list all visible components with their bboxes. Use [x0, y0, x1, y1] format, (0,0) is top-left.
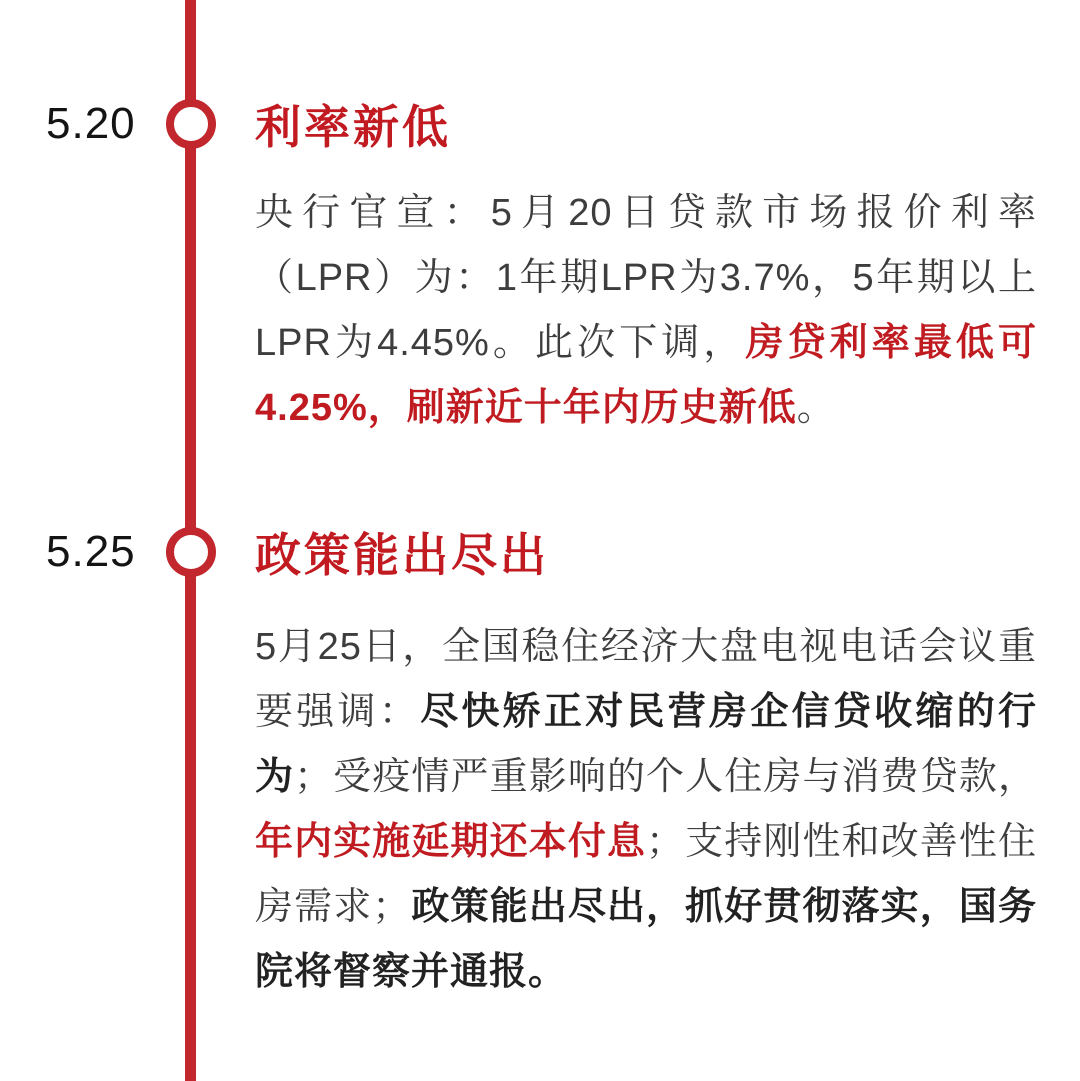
timeline-node-circle-icon	[166, 527, 216, 577]
timeline-event-525	[0, 525, 1080, 993]
event-body	[255, 181, 1037, 441]
event-date: 5.25	[46, 527, 136, 576]
timeline-event-520	[0, 97, 1080, 429]
body-text-segment: ；受疫情严重影响的个人住房与消费贷款，	[294, 756, 1037, 798]
body-text-segment: 。	[796, 387, 836, 429]
body-bold-segment: 尽快矫正对民营房企信贷收缩的行为	[255, 691, 1037, 798]
timeline-node-circle-icon	[166, 99, 216, 149]
event-header	[0, 525, 1080, 579]
body-text-segment: ；支持刚性和改善性住房需求；	[255, 821, 1037, 928]
event-title: 政策能出尽出	[255, 529, 549, 581]
body-text-segment: 5月25日，全国稳住经济大盘电视电话会议重要强调：	[255, 626, 1037, 733]
body-highlight-segment: 年内实施延期还本付息	[255, 821, 647, 863]
event-header	[0, 97, 1080, 151]
body-highlight-segment: 房贷利率最低可4.25%，刷新近十年内历史新低	[255, 322, 1037, 429]
event-title: 利率新低	[255, 101, 451, 153]
event-body	[255, 615, 1037, 1005]
body-text-segment: 央行官宣：5月20日贷款市场报价利率（LPR）为：1年期LPR为3.7%，5年期以上LPR为4.45%。此次下调，	[255, 192, 1037, 364]
body-bold-segment: 政策能出尽出，抓好贯彻落实，国务院将督察并通报。	[255, 886, 1037, 993]
event-date: 5.20	[46, 99, 136, 148]
